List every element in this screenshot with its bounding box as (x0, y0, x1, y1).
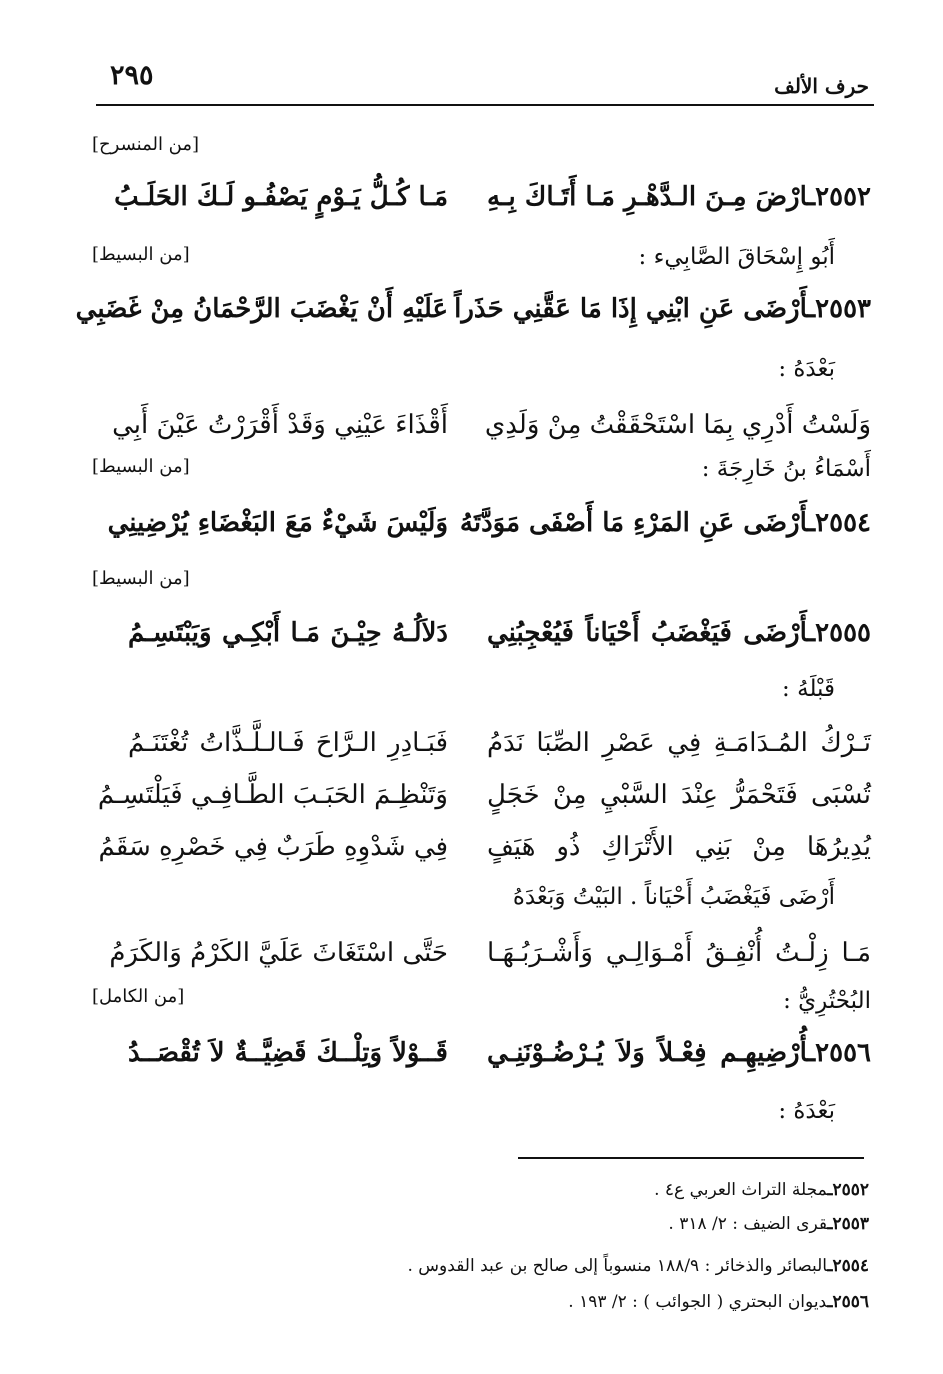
after-label: بَعْدَهُ : (778, 1098, 835, 1124)
poet-intro: أَسْمَاءُ بنُ خَارِجَةَ : (701, 456, 871, 482)
footnote-number: ٢٥٥٢ـ (827, 1180, 869, 1200)
poet-intro: البُحْتُرِيُّ : (783, 988, 871, 1014)
verse-first-hemistich (487, 618, 871, 648)
verse-text: أَرْضَى عَنِ المَرْءِ مَا أَصْفَى مَوَدَّتَهُ (459, 508, 808, 538)
following-verse-second-hemistich: أَقْذَاءَ عَيْنِي وَقَدْ أَقْرَرْتُ عَيْنَ أَبِي (112, 410, 448, 440)
footnote-number: ٢٥٥٦ـ (827, 1292, 869, 1312)
verse-number: ٢٥٥٥ـ (807, 618, 871, 648)
footnote (654, 1180, 869, 1200)
footnote-text: البصائر والذخائر : ١٨٨/٩ منسوباً إلى صالح بن عبد القدوس . (407, 1256, 828, 1276)
preceding-verse-second-hemistich: فِي شَدْوِهِ طَرَبٌ فِي خَصْرِهِ سَقَمُ (98, 832, 448, 862)
meter-label: [من البسيط] (92, 456, 190, 477)
preceding-verse-first-hemistich: تُسْبَى فَتَحْمَرُّ عِنْدَ السَّبْيِ مِنْ خَجَلٍ (487, 780, 871, 810)
verse-second-hemistich: قَــوْلاً وَتِلْــكَ قَضِيَّــةٌ لاَ تُقْصَــدُ (128, 1038, 448, 1068)
verse-first-hemistich (487, 1038, 871, 1068)
running-head: حرف الألف (774, 74, 869, 98)
verse-second-hemistich: عَلَيْهِ أَنْ يَغْضَبَ الرَّحْمَانُ مِنْ غَضَبِي (75, 294, 448, 324)
verse-number: ٢٥٥٣ـ (807, 294, 871, 324)
footnote-text: قرى الضيف : ٢/ ٣١٨ . (668, 1214, 828, 1234)
meter-label: [من البسيط] (92, 244, 190, 265)
verse-second-hemistich: دَلاَلُـهُ حِيْـنَ مَـا أَبْكِـي وَيَبْتَسِـمُ (128, 618, 448, 648)
footnote (408, 1256, 870, 1276)
preceding-verse-second-hemistich: وَتَنْظِـمَ الحَبَـبَ الطَّـافِـي فَيَلْتَسِـمُ (97, 780, 448, 810)
verse-first-hemistich (454, 294, 871, 324)
after-label: أَرْضَى فَيَغْضَبُ أَحْيَاناً . البَيْتُ وَبَعْدَهُ (512, 884, 835, 910)
verse-number: ٢٥٥٦ـ (807, 1038, 871, 1068)
preceding-verse-first-hemistich: تَـرْكُ المُـدَامَـةِ فِي عَصْرِ الصِّبَا نَدَمُ (487, 728, 871, 758)
after-label: بَعْدَهُ : (778, 356, 835, 382)
verse-number: ٢٥٥٢ـ (807, 182, 871, 212)
meter-label: [من البسيط] (92, 568, 190, 589)
verse-second-hemistich: وَلَيْسَ شَيْءٌ مَعَ البَغْضَاءِ يُرْضِينِي (107, 508, 448, 538)
verse-second-hemistich: مَـا كُـلُّ يَـوْمٍ يَصْفُـو لَـكَ الحَلَـبُ (114, 182, 448, 212)
preceding-verse-second-hemistich: فَبَـادِرِ الـرَّاحَ فَـالـلَّـذَّاتُ تُغْتَنَـمُ (128, 728, 448, 758)
meter-label: [من الكامل] (92, 986, 185, 1007)
poet-intro: أَبُو إِسْحَاقَ الصَّابِيء : (638, 244, 835, 270)
verse-text: أَرْضَى عَنِ ابْنِي إِذَا مَا عَقَّنِي حَذَراً (454, 294, 808, 324)
verse-text: أُرْضِيهِـم فِعْـلاً وَلاَ يُـرْضُـوْنَنِـي (487, 1038, 808, 1068)
verse-first-hemistich (487, 182, 871, 212)
header-rule (96, 104, 874, 106)
verse-first-hemistich (459, 508, 871, 538)
verse-text: ارْضَ مِـنَ الـدَّهْـرِ مَـا أَتَـاكَ بِـهِ (487, 182, 808, 212)
footnote-number: ٢٥٥٤ـ (827, 1256, 869, 1276)
footnote-rule (518, 1157, 864, 1159)
verse-text: أَرْضَى فَيَغْضَبُ أَحْيَاناً فَيُعْجِبُنِي (487, 618, 808, 648)
before-label: قَبْلَهُ : (782, 676, 835, 702)
footnote (668, 1214, 869, 1234)
following-verse-second-hemistich: حَتَّى اسْتَغَاثَ عَلَيَّ الكَرْمُ وَالكَرَمُ (109, 938, 448, 968)
verse-number: ٢٥٥٤ـ (807, 508, 871, 538)
footnote-text: ديوان البحتري ( الجوائب ) : ٢/ ١٩٣ . (568, 1292, 828, 1312)
footnote (568, 1292, 869, 1312)
preceding-verse-first-hemistich: يُدِيرُهَا مِنْ بَنِي الأَتْرَاكِ ذُو هَيَفٍ (487, 832, 871, 862)
page-number: ٢٩٥ (110, 60, 154, 91)
following-verse-first-hemistich: وَلَسْتُ أَدْرِي بِمَا اسْتَحْقَقْتُ مِنْ وَلَدِي (484, 410, 871, 440)
following-verse-first-hemistich: مَـا زِلْـتُ أُنْفِـقُ أَمْـوَالِـي وَأَشْـرَبُـهَـا (487, 938, 871, 968)
meter-label: [من المنسرح] (92, 134, 200, 155)
footnote-text: مجلة التراث العربي ع٤ . (654, 1180, 828, 1200)
footnote-number: ٢٥٥٣ـ (827, 1214, 869, 1234)
